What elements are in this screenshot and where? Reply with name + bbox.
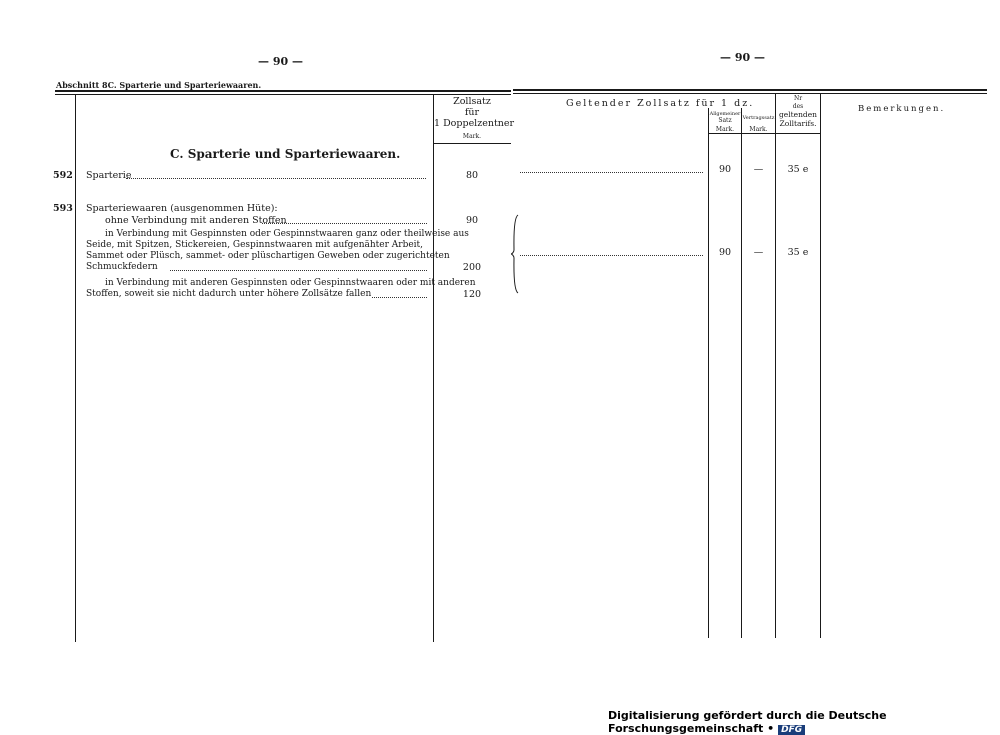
- rate-header-line2: für: [464, 107, 480, 118]
- rate-header-unit: Mark.: [462, 133, 482, 140]
- sub-entry-2-line1: in Verbindung mit Gespinnsten oder Gespinnstwaaren ganz oder theilweise aus: [105, 229, 469, 239]
- dot-leader: [170, 270, 427, 271]
- digitization-footer: [608, 709, 996, 735]
- bemerkungen-header: Bemerkungen.: [858, 104, 946, 114]
- row2-vertrag: —: [753, 247, 764, 258]
- allgemeiner-header-line2: Satz: [718, 117, 732, 124]
- right-rule-allgemeiner: [708, 108, 709, 638]
- row1-allgemeiner: 90: [718, 164, 732, 175]
- left-top-rule-thin: [55, 94, 511, 95]
- entry-number-592: 592: [53, 170, 73, 181]
- row2-nr: 35 e: [787, 247, 809, 258]
- section-title: C. Sparterie und Sparteriewaaren.: [170, 147, 401, 161]
- allgemeiner-header-unit: Mark.: [715, 126, 735, 133]
- sub-entry-1-text: ohne Verbindung mit anderen Stoffen: [105, 215, 287, 226]
- left-page-number: — 90 —: [258, 55, 303, 68]
- dot-leader: [520, 255, 703, 256]
- entry-text-592: Sparterie: [86, 170, 132, 181]
- sub-entry-2-line4: Schmuckfedern: [86, 262, 158, 272]
- entry-number-593: 593: [53, 203, 73, 214]
- left-header-underline: [433, 143, 511, 144]
- vertrag-header-unit: Mark.: [749, 126, 768, 133]
- dot-leader: [372, 297, 427, 298]
- sub-entry-1-rate: 90: [465, 215, 479, 226]
- entry-text-593: Sparteriewaaren (ausgenommen Hüte):: [86, 203, 278, 214]
- dot-leader: [126, 178, 426, 179]
- running-head: Abschnitt 8C. Sparterie und Sparteriewaaren.: [56, 80, 262, 90]
- entry-rate-592: 80: [465, 170, 479, 181]
- sub-entry-3-line1: in Verbindung mit anderen Gespinnsten oder Gespinnstwaaren oder mit anderen: [105, 278, 476, 288]
- sub-entry-2-line3: Sammet oder Plüsch, sammet- oder plüschartigen Geweben oder zugerichteten: [86, 251, 450, 261]
- sub-entry-3-line2: Stoffen, soweit sie nicht dadurch unter höhere Zollsätze fallen: [86, 289, 372, 299]
- right-rule-vertrag: [741, 108, 742, 638]
- dot-leader: [520, 172, 703, 173]
- vertrag-header-line1: Vertragssatz: [742, 115, 775, 121]
- left-top-rule: [55, 90, 511, 92]
- nr-header-line3: geltenden: [779, 110, 817, 119]
- left-number-column-rule: [75, 94, 76, 642]
- dfg-logo: DFG: [778, 725, 805, 735]
- rate-header-line3: 1 Doppelzentner: [434, 118, 515, 129]
- allgemeiner-header-line1: Allgemeiner: [709, 111, 741, 117]
- footer-text: Digitalisierung gefördert durch die Deutsche Forschungsgemeinschaft •: [608, 709, 887, 735]
- right-top-rule: [513, 89, 987, 91]
- nr-header-line1: Nr: [793, 95, 803, 102]
- sub-entry-3-rate: 120: [462, 289, 482, 300]
- geltender-header: Geltender Zollsatz für 1 dz.: [566, 98, 755, 109]
- sub-entry-2-line2: Seide, mit Spitzen, Stickereien, Gespinnstwaaren mit aufgenähter Arbeit,: [86, 240, 424, 250]
- right-rule-bemerkungen: [820, 93, 821, 638]
- dot-leader: [262, 223, 427, 224]
- rate-header-line1: Zollsatz: [453, 96, 491, 107]
- right-header-underline: [708, 133, 821, 134]
- row1-vertrag: —: [753, 164, 764, 175]
- row2-allgemeiner: 90: [718, 247, 732, 258]
- row1-nr: 35 e: [787, 164, 809, 175]
- nr-header-line2: des: [792, 103, 804, 110]
- curly-brace: [510, 214, 520, 294]
- nr-header-line4: Zolltarifs.: [779, 119, 817, 128]
- right-page-number: — 90 —: [720, 51, 765, 64]
- sub-entry-2-rate: 200: [462, 262, 482, 273]
- right-top-rule-thin: [513, 93, 987, 94]
